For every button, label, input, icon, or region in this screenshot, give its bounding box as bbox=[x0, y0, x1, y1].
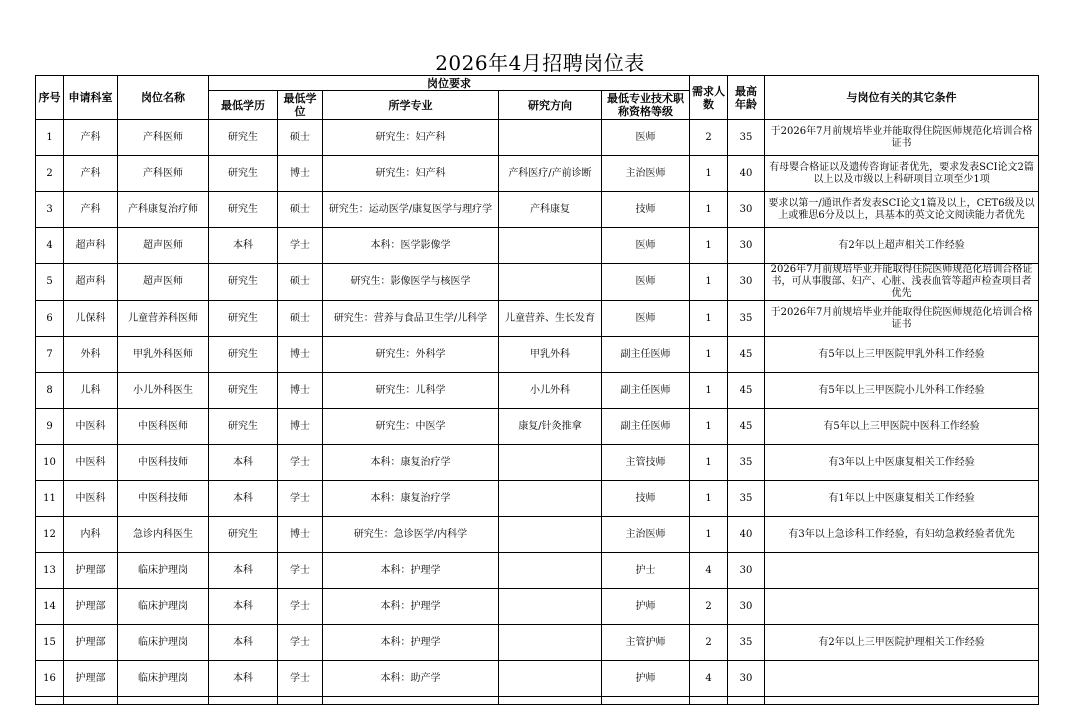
cell-dept: 中医科 bbox=[64, 445, 118, 481]
cell-degree: 硕士 bbox=[278, 120, 323, 156]
cell-dept: 内科 bbox=[64, 517, 118, 553]
cell-count: 1 bbox=[690, 301, 728, 337]
cell-empty bbox=[499, 697, 602, 705]
cell-position: 超声医师 bbox=[118, 228, 209, 264]
cell-major: 本科：助产学 bbox=[323, 661, 499, 697]
cell-position: 临床护理岗 bbox=[118, 589, 209, 625]
cell-other: 有母婴合格证以及遗传咨询证者优先，要求发表SCI论文2篇以上以及市级以上科研项目立项至少1项 bbox=[765, 156, 1039, 192]
cell-edu: 研究生 bbox=[209, 264, 278, 301]
cell-research: 康复/针灸推拿 bbox=[499, 409, 602, 445]
cell-position: 中医科技师 bbox=[118, 445, 209, 481]
cell-dept: 产科 bbox=[64, 192, 118, 228]
cell-seq: 7 bbox=[36, 337, 64, 373]
cell-dept: 中医科 bbox=[64, 481, 118, 517]
cell-count: 1 bbox=[690, 517, 728, 553]
table-row bbox=[36, 409, 1039, 445]
table-body bbox=[36, 120, 1039, 705]
cell-age: 40 bbox=[728, 517, 765, 553]
cell-other: 有5年以上三甲医院中医科工作经验 bbox=[765, 409, 1039, 445]
cell-age: 35 bbox=[728, 625, 765, 661]
cell-edu: 研究生 bbox=[209, 373, 278, 409]
cell-research bbox=[499, 661, 602, 697]
table-row bbox=[36, 337, 1039, 373]
table-row bbox=[36, 156, 1039, 192]
cell-age: 35 bbox=[728, 120, 765, 156]
table-row bbox=[36, 373, 1039, 409]
cell-edu: 研究生 bbox=[209, 337, 278, 373]
cell-age: 35 bbox=[728, 301, 765, 337]
cell-title-level: 副主任医师 bbox=[602, 409, 690, 445]
cell-count: 1 bbox=[690, 228, 728, 264]
cell-other: 有3年以上急诊科工作经验，有妇幼急救经验者优先 bbox=[765, 517, 1039, 553]
cell-position: 产科医师 bbox=[118, 156, 209, 192]
header-other: 与岗位有关的其它条件 bbox=[765, 76, 1039, 120]
cell-title-level: 主管护师 bbox=[602, 625, 690, 661]
table-row bbox=[36, 301, 1039, 337]
cell-major: 本科：护理学 bbox=[323, 553, 499, 589]
table-row bbox=[36, 625, 1039, 661]
cell-seq: 16 bbox=[36, 661, 64, 697]
cell-age: 40 bbox=[728, 156, 765, 192]
cell-position: 临床护理岗 bbox=[118, 553, 209, 589]
cell-count: 1 bbox=[690, 481, 728, 517]
cell-other: 有2年以上超声相关工作经验 bbox=[765, 228, 1039, 264]
cell-major: 研究生：急诊医学/内科学 bbox=[323, 517, 499, 553]
cell-title-level: 主治医师 bbox=[602, 156, 690, 192]
cell-title-level: 主管技师 bbox=[602, 445, 690, 481]
cell-seq: 1 bbox=[36, 120, 64, 156]
cell-age: 35 bbox=[728, 481, 765, 517]
cell-degree: 学士 bbox=[278, 481, 323, 517]
cell-age: 30 bbox=[728, 553, 765, 589]
cell-empty bbox=[278, 697, 323, 705]
cell-research bbox=[499, 264, 602, 301]
cell-degree: 硕士 bbox=[278, 264, 323, 301]
header-research: 研究方向 bbox=[499, 91, 602, 120]
cell-research: 小儿外科 bbox=[499, 373, 602, 409]
cell-position: 儿童营养科医师 bbox=[118, 301, 209, 337]
cell-position: 临床护理岗 bbox=[118, 625, 209, 661]
table-row bbox=[36, 589, 1039, 625]
cell-title-level: 副主任医师 bbox=[602, 373, 690, 409]
cell-dept: 产科 bbox=[64, 156, 118, 192]
header-dept: 申请科室 bbox=[64, 76, 118, 120]
cell-degree: 学士 bbox=[278, 589, 323, 625]
cell-position: 急诊内科医生 bbox=[118, 517, 209, 553]
cell-empty bbox=[64, 697, 118, 705]
cell-seq: 14 bbox=[36, 589, 64, 625]
table-row bbox=[36, 445, 1039, 481]
cell-position: 甲乳外科医师 bbox=[118, 337, 209, 373]
cell-edu: 本科 bbox=[209, 553, 278, 589]
cell-other bbox=[765, 553, 1039, 589]
cell-dept: 超声科 bbox=[64, 228, 118, 264]
cell-edu: 本科 bbox=[209, 228, 278, 264]
cell-edu: 研究生 bbox=[209, 156, 278, 192]
cell-edu: 研究生 bbox=[209, 409, 278, 445]
cell-edu: 研究生 bbox=[209, 192, 278, 228]
cell-seq: 10 bbox=[36, 445, 64, 481]
cell-age: 30 bbox=[728, 228, 765, 264]
cell-position: 中医科医师 bbox=[118, 409, 209, 445]
cell-major: 本科：康复治疗学 bbox=[323, 445, 499, 481]
cell-major: 研究生：妇产科 bbox=[323, 120, 499, 156]
table-row bbox=[36, 481, 1039, 517]
cell-title-level: 技师 bbox=[602, 192, 690, 228]
cell-title-level: 主治医师 bbox=[602, 517, 690, 553]
cell-degree: 学士 bbox=[278, 553, 323, 589]
cell-empty bbox=[36, 697, 64, 705]
cell-count: 1 bbox=[690, 373, 728, 409]
table-row-partial bbox=[36, 697, 1039, 705]
cell-title-level: 护士 bbox=[602, 553, 690, 589]
cell-count: 1 bbox=[690, 445, 728, 481]
cell-title-level: 副主任医师 bbox=[602, 337, 690, 373]
cell-major: 研究生：运动医学/康复医学与理疗学 bbox=[323, 192, 499, 228]
cell-count: 2 bbox=[690, 589, 728, 625]
cell-degree: 学士 bbox=[278, 661, 323, 697]
table-row bbox=[36, 517, 1039, 553]
cell-age: 45 bbox=[728, 409, 765, 445]
cell-edu: 研究生 bbox=[209, 517, 278, 553]
table-row bbox=[36, 553, 1039, 589]
cell-title-level: 医师 bbox=[602, 264, 690, 301]
cell-research bbox=[499, 481, 602, 517]
cell-age: 30 bbox=[728, 589, 765, 625]
cell-position: 超声医师 bbox=[118, 264, 209, 301]
cell-other: 2026年7月前规培毕业并能取得住院医师规范化培训合格证书，可从事腹部、妇产、心脏、浅表血管等超声检查项目者优先 bbox=[765, 264, 1039, 301]
cell-dept: 超声科 bbox=[64, 264, 118, 301]
cell-other: 有1年以上中医康复相关工作经验 bbox=[765, 481, 1039, 517]
cell-degree: 博士 bbox=[278, 517, 323, 553]
cell-other: 有5年以上三甲医院小儿外科工作经验 bbox=[765, 373, 1039, 409]
cell-research: 甲乳外科 bbox=[499, 337, 602, 373]
cell-seq: 12 bbox=[36, 517, 64, 553]
cell-count: 1 bbox=[690, 156, 728, 192]
cell-major: 研究生：外科学 bbox=[323, 337, 499, 373]
cell-dept: 产科 bbox=[64, 120, 118, 156]
cell-research: 产科康复 bbox=[499, 192, 602, 228]
cell-position: 产科康复治疗师 bbox=[118, 192, 209, 228]
cell-major: 本科：医学影像学 bbox=[323, 228, 499, 264]
cell-empty bbox=[728, 697, 765, 705]
table-row bbox=[36, 228, 1039, 264]
cell-age: 45 bbox=[728, 337, 765, 373]
cell-dept: 中医科 bbox=[64, 409, 118, 445]
table-row bbox=[36, 264, 1039, 301]
cell-seq: 6 bbox=[36, 301, 64, 337]
cell-position: 中医科技师 bbox=[118, 481, 209, 517]
table-row bbox=[36, 192, 1039, 228]
cell-empty bbox=[118, 697, 209, 705]
cell-other: 有2年以上三甲医院护理相关工作经验 bbox=[765, 625, 1039, 661]
cell-degree: 硕士 bbox=[278, 301, 323, 337]
cell-degree: 学士 bbox=[278, 445, 323, 481]
cell-position: 产科医师 bbox=[118, 120, 209, 156]
cell-degree: 硕士 bbox=[278, 192, 323, 228]
cell-dept: 儿保科 bbox=[64, 301, 118, 337]
table-row bbox=[36, 661, 1039, 697]
cell-age: 30 bbox=[728, 192, 765, 228]
cell-research bbox=[499, 120, 602, 156]
page-title: 2026年4月招聘岗位表 bbox=[435, 51, 645, 75]
cell-research bbox=[499, 589, 602, 625]
cell-major: 本科：护理学 bbox=[323, 589, 499, 625]
recruitment-table bbox=[35, 75, 1039, 705]
header-age: 最高年龄 bbox=[728, 76, 765, 120]
cell-major: 研究生：妇产科 bbox=[323, 156, 499, 192]
header-requirements: 岗位要求 bbox=[209, 76, 690, 91]
cell-research bbox=[499, 228, 602, 264]
cell-count: 1 bbox=[690, 264, 728, 301]
cell-dept: 儿科 bbox=[64, 373, 118, 409]
cell-seq: 4 bbox=[36, 228, 64, 264]
cell-age: 30 bbox=[728, 661, 765, 697]
header-degree: 最低学位 bbox=[278, 91, 323, 120]
cell-age: 30 bbox=[728, 264, 765, 301]
cell-position: 临床护理岗 bbox=[118, 661, 209, 697]
cell-other: 要求以第一/通讯作者发表SCI论文1篇及以上，CET6级及以上或雅思6分及以上，具基本的英文论文阅读能力者优先 bbox=[765, 192, 1039, 228]
cell-research: 产科医疗/产前诊断 bbox=[499, 156, 602, 192]
cell-count: 4 bbox=[690, 553, 728, 589]
cell-empty bbox=[209, 697, 278, 705]
cell-other: 于2026年7月前规培毕业并能取得住院医师规范化培训合格证书 bbox=[765, 301, 1039, 337]
cell-position: 小儿外科医生 bbox=[118, 373, 209, 409]
cell-seq: 9 bbox=[36, 409, 64, 445]
cell-other: 有3年以上中医康复相关工作经验 bbox=[765, 445, 1039, 481]
cell-other bbox=[765, 589, 1039, 625]
cell-other: 有5年以上三甲医院甲乳外科工作经验 bbox=[765, 337, 1039, 373]
cell-degree: 博士 bbox=[278, 373, 323, 409]
cell-edu: 本科 bbox=[209, 625, 278, 661]
header-title-level: 最低专业技术职称资格等级 bbox=[602, 91, 690, 120]
cell-count: 1 bbox=[690, 409, 728, 445]
cell-title-level: 医师 bbox=[602, 301, 690, 337]
cell-other bbox=[765, 661, 1039, 697]
cell-edu: 研究生 bbox=[209, 120, 278, 156]
cell-edu: 本科 bbox=[209, 589, 278, 625]
cell-seq: 13 bbox=[36, 553, 64, 589]
cell-seq: 2 bbox=[36, 156, 64, 192]
cell-degree: 博士 bbox=[278, 409, 323, 445]
cell-dept: 护理部 bbox=[64, 661, 118, 697]
cell-research: 儿童营养、生长发育 bbox=[499, 301, 602, 337]
cell-degree: 学士 bbox=[278, 228, 323, 264]
cell-major: 研究生：营养与食品卫生学/儿科学 bbox=[323, 301, 499, 337]
header-edu: 最低学历 bbox=[209, 91, 278, 120]
cell-research bbox=[499, 517, 602, 553]
cell-empty bbox=[690, 697, 728, 705]
cell-major: 研究生：儿科学 bbox=[323, 373, 499, 409]
cell-title-level: 医师 bbox=[602, 120, 690, 156]
cell-other: 于2026年7月前规培毕业并能取得住院医师规范化培训合格证书 bbox=[765, 120, 1039, 156]
cell-age: 45 bbox=[728, 373, 765, 409]
cell-dept: 护理部 bbox=[64, 553, 118, 589]
header-major: 所学专业 bbox=[323, 91, 499, 120]
cell-count: 2 bbox=[690, 625, 728, 661]
cell-count: 1 bbox=[690, 192, 728, 228]
cell-title-level: 技师 bbox=[602, 481, 690, 517]
cell-dept: 护理部 bbox=[64, 625, 118, 661]
header-count: 需求人数 bbox=[690, 76, 728, 120]
cell-count: 1 bbox=[690, 337, 728, 373]
cell-degree: 学士 bbox=[278, 625, 323, 661]
header-seq: 序号 bbox=[36, 76, 64, 120]
cell-research bbox=[499, 553, 602, 589]
cell-edu: 本科 bbox=[209, 481, 278, 517]
cell-seq: 3 bbox=[36, 192, 64, 228]
cell-dept: 护理部 bbox=[64, 589, 118, 625]
cell-count: 4 bbox=[690, 661, 728, 697]
cell-seq: 5 bbox=[36, 264, 64, 301]
cell-major: 研究生：影像医学与核医学 bbox=[323, 264, 499, 301]
cell-empty bbox=[765, 697, 1039, 705]
table-row bbox=[36, 120, 1039, 156]
cell-degree: 博士 bbox=[278, 156, 323, 192]
cell-title-level: 护师 bbox=[602, 661, 690, 697]
cell-empty bbox=[323, 697, 499, 705]
header-position: 岗位名称 bbox=[118, 76, 209, 120]
cell-research bbox=[499, 445, 602, 481]
cell-seq: 15 bbox=[36, 625, 64, 661]
cell-edu: 本科 bbox=[209, 445, 278, 481]
cell-seq: 8 bbox=[36, 373, 64, 409]
cell-count: 2 bbox=[690, 120, 728, 156]
cell-major: 研究生：中医学 bbox=[323, 409, 499, 445]
cell-research bbox=[499, 625, 602, 661]
cell-major: 本科：护理学 bbox=[323, 625, 499, 661]
cell-title-level: 护师 bbox=[602, 589, 690, 625]
cell-dept: 外科 bbox=[64, 337, 118, 373]
cell-age: 35 bbox=[728, 445, 765, 481]
cell-edu: 本科 bbox=[209, 661, 278, 697]
cell-major: 本科：康复治疗学 bbox=[323, 481, 499, 517]
cell-degree: 博士 bbox=[278, 337, 323, 373]
cell-edu: 研究生 bbox=[209, 301, 278, 337]
cell-empty bbox=[602, 697, 690, 705]
cell-seq: 11 bbox=[36, 481, 64, 517]
cell-title-level: 医师 bbox=[602, 228, 690, 264]
